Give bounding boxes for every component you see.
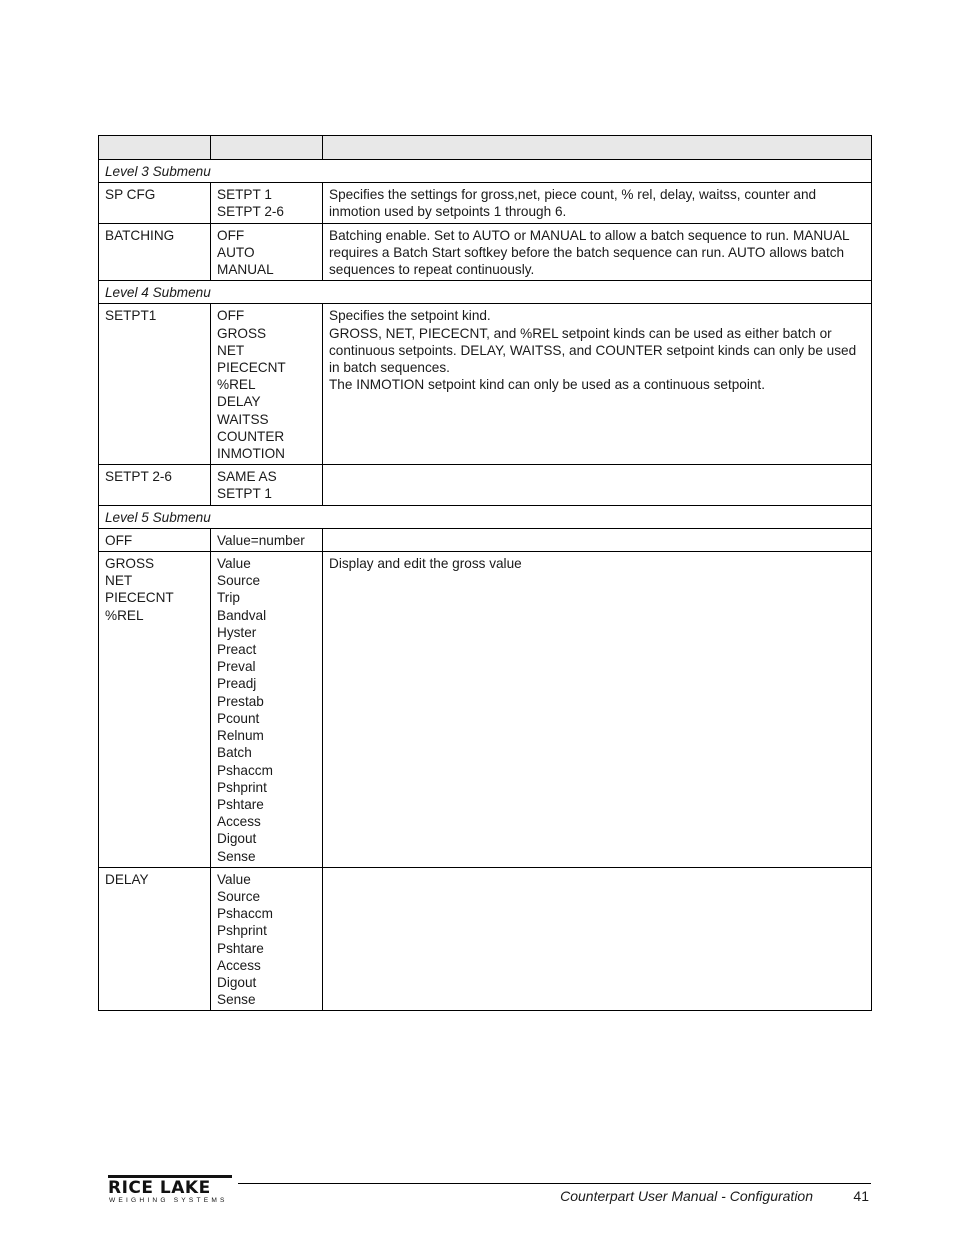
description-text: GROSS, NET, PIECECNT, and %REL setpoint kinds can be used as either batch or continuous setpoints. DELAY, WAITSS, and COUNTER setpoint kinds can only be used in batch sequences. [329, 325, 857, 376]
choice-item: OFF [217, 308, 245, 324]
section-label-level3: Level 3 Submenu [99, 160, 872, 183]
param-cell [99, 552, 211, 868]
choice-item: SETPT 2-6 [217, 204, 284, 220]
description-cell [323, 867, 872, 1011]
choice-item: Hyster [217, 624, 257, 640]
choice-item: Trip [217, 590, 240, 606]
footer-divider [238, 1183, 871, 1184]
choice-item: Value [217, 871, 251, 887]
choice-item: Pshprint [217, 779, 267, 795]
choice-item: Relnum [217, 728, 264, 744]
param-cell: OFF [99, 528, 211, 551]
choice-item: WAITSS [217, 411, 269, 427]
description-text: The INMOTION setpoint kind can only be used as a continuous setpoint. [329, 377, 765, 393]
param-cell: SETPT 2-6 [99, 465, 211, 505]
choice-item: Pcount [217, 710, 260, 726]
choice-item: Access [217, 957, 261, 973]
description-cell [323, 223, 872, 281]
footer-title: Counterpart User Manual - Configuration [560, 1188, 813, 1204]
header-cell [323, 136, 872, 160]
choices-cell [211, 183, 323, 223]
choice-item: Preact [217, 642, 257, 658]
description-cell [323, 183, 872, 223]
header-cell [99, 136, 211, 160]
choice-item: DELAY [217, 394, 261, 410]
table-row [99, 867, 872, 1011]
choice-item: Pshaccm [217, 906, 273, 922]
param-cell: BATCHING [99, 223, 211, 281]
configuration-table [98, 135, 872, 1011]
choices-cell [211, 528, 323, 551]
param-item: GROSS [105, 556, 155, 572]
choice-item: INMOTION [217, 446, 285, 462]
choice-item: SETPT 1 [217, 486, 272, 502]
page-number: 41 [853, 1188, 869, 1204]
choice-item: MANUAL [217, 262, 274, 278]
choice-item: Pshtare [217, 940, 264, 956]
description-cell [323, 304, 872, 465]
choice-item: PIECECNT [217, 360, 286, 376]
table-row [99, 223, 872, 281]
param-item: PIECECNT [105, 590, 174, 606]
choices-cell [211, 304, 323, 465]
param-cell: SP CFG [99, 183, 211, 223]
choice-item: Source [217, 573, 261, 589]
table-row [99, 465, 872, 505]
choice-item: OFF [217, 227, 245, 243]
choice-item: COUNTER [217, 428, 285, 444]
section-label-level4: Level 4 Submenu [99, 281, 872, 304]
section-label-level5: Level 5 Submenu [99, 505, 872, 528]
choice-item: SAME AS [217, 469, 277, 485]
description-text: Specifies the settings for gross,net, piece count, % rel, delay, waitss, counter and inmotion used by setpoints 1 through 6. [329, 187, 817, 220]
choice-item: Sense [217, 848, 256, 864]
section-row [99, 281, 872, 304]
description-cell [323, 552, 872, 868]
rice-lake-logo [108, 1175, 238, 1209]
description-cell [323, 528, 872, 551]
choice-item: Pshaccm [217, 762, 273, 778]
param-item: %REL [105, 607, 144, 623]
choices-cell [211, 552, 323, 868]
choice-item: Pshprint [217, 923, 267, 939]
choice-item: Value [217, 556, 251, 572]
choice-item: Batch [217, 745, 252, 761]
description-text: Display and edit the gross value [329, 556, 522, 572]
choice-item: SETPT 1 [217, 187, 272, 203]
choice-item: Bandval [217, 607, 267, 623]
choice-item: Sense [217, 992, 256, 1008]
table-row [99, 552, 872, 868]
param-cell: DELAY [99, 867, 211, 1011]
choice-item: Preval [217, 659, 256, 675]
description-text: Batching enable. Set to AUTO or MANUAL to allow a batch sequence to run. MANUAL requires a Batch Start softkey before the batch sequence can run. AUTO allows batch sequences to repeat continuously. [329, 227, 850, 278]
choice-item: Digout [217, 831, 257, 847]
table-row [99, 304, 872, 465]
choice-item: AUTO [217, 244, 255, 260]
choices-cell [211, 867, 323, 1011]
table-row [99, 183, 872, 223]
section-row [99, 160, 872, 183]
choice-item: GROSS [217, 325, 267, 341]
choice-item: Digout [217, 974, 257, 990]
param-item: NET [105, 573, 133, 589]
choice-item: Pshtare [217, 796, 264, 812]
header-cell [211, 136, 323, 160]
table-header-row [99, 136, 872, 160]
choice-item: Prestab [217, 693, 264, 709]
choices-cell [211, 465, 323, 505]
logo-wordmark: RICE LAKE [108, 1178, 211, 1198]
choice-item: Access [217, 814, 261, 830]
choice-item: NET [217, 342, 245, 358]
description-text: Specifies the setpoint kind. [329, 308, 491, 324]
table-row [99, 528, 872, 551]
param-cell: SETPT1 [99, 304, 211, 465]
logo-tagline: WEIGHING SYSTEMS [109, 1197, 228, 1204]
choice-item: Value=number [217, 532, 305, 548]
choice-item: %REL [217, 377, 256, 393]
choices-cell [211, 223, 323, 281]
choice-item: Preadj [217, 676, 257, 692]
section-row [99, 505, 872, 528]
description-cell [323, 465, 872, 505]
choice-item: Source [217, 888, 261, 904]
